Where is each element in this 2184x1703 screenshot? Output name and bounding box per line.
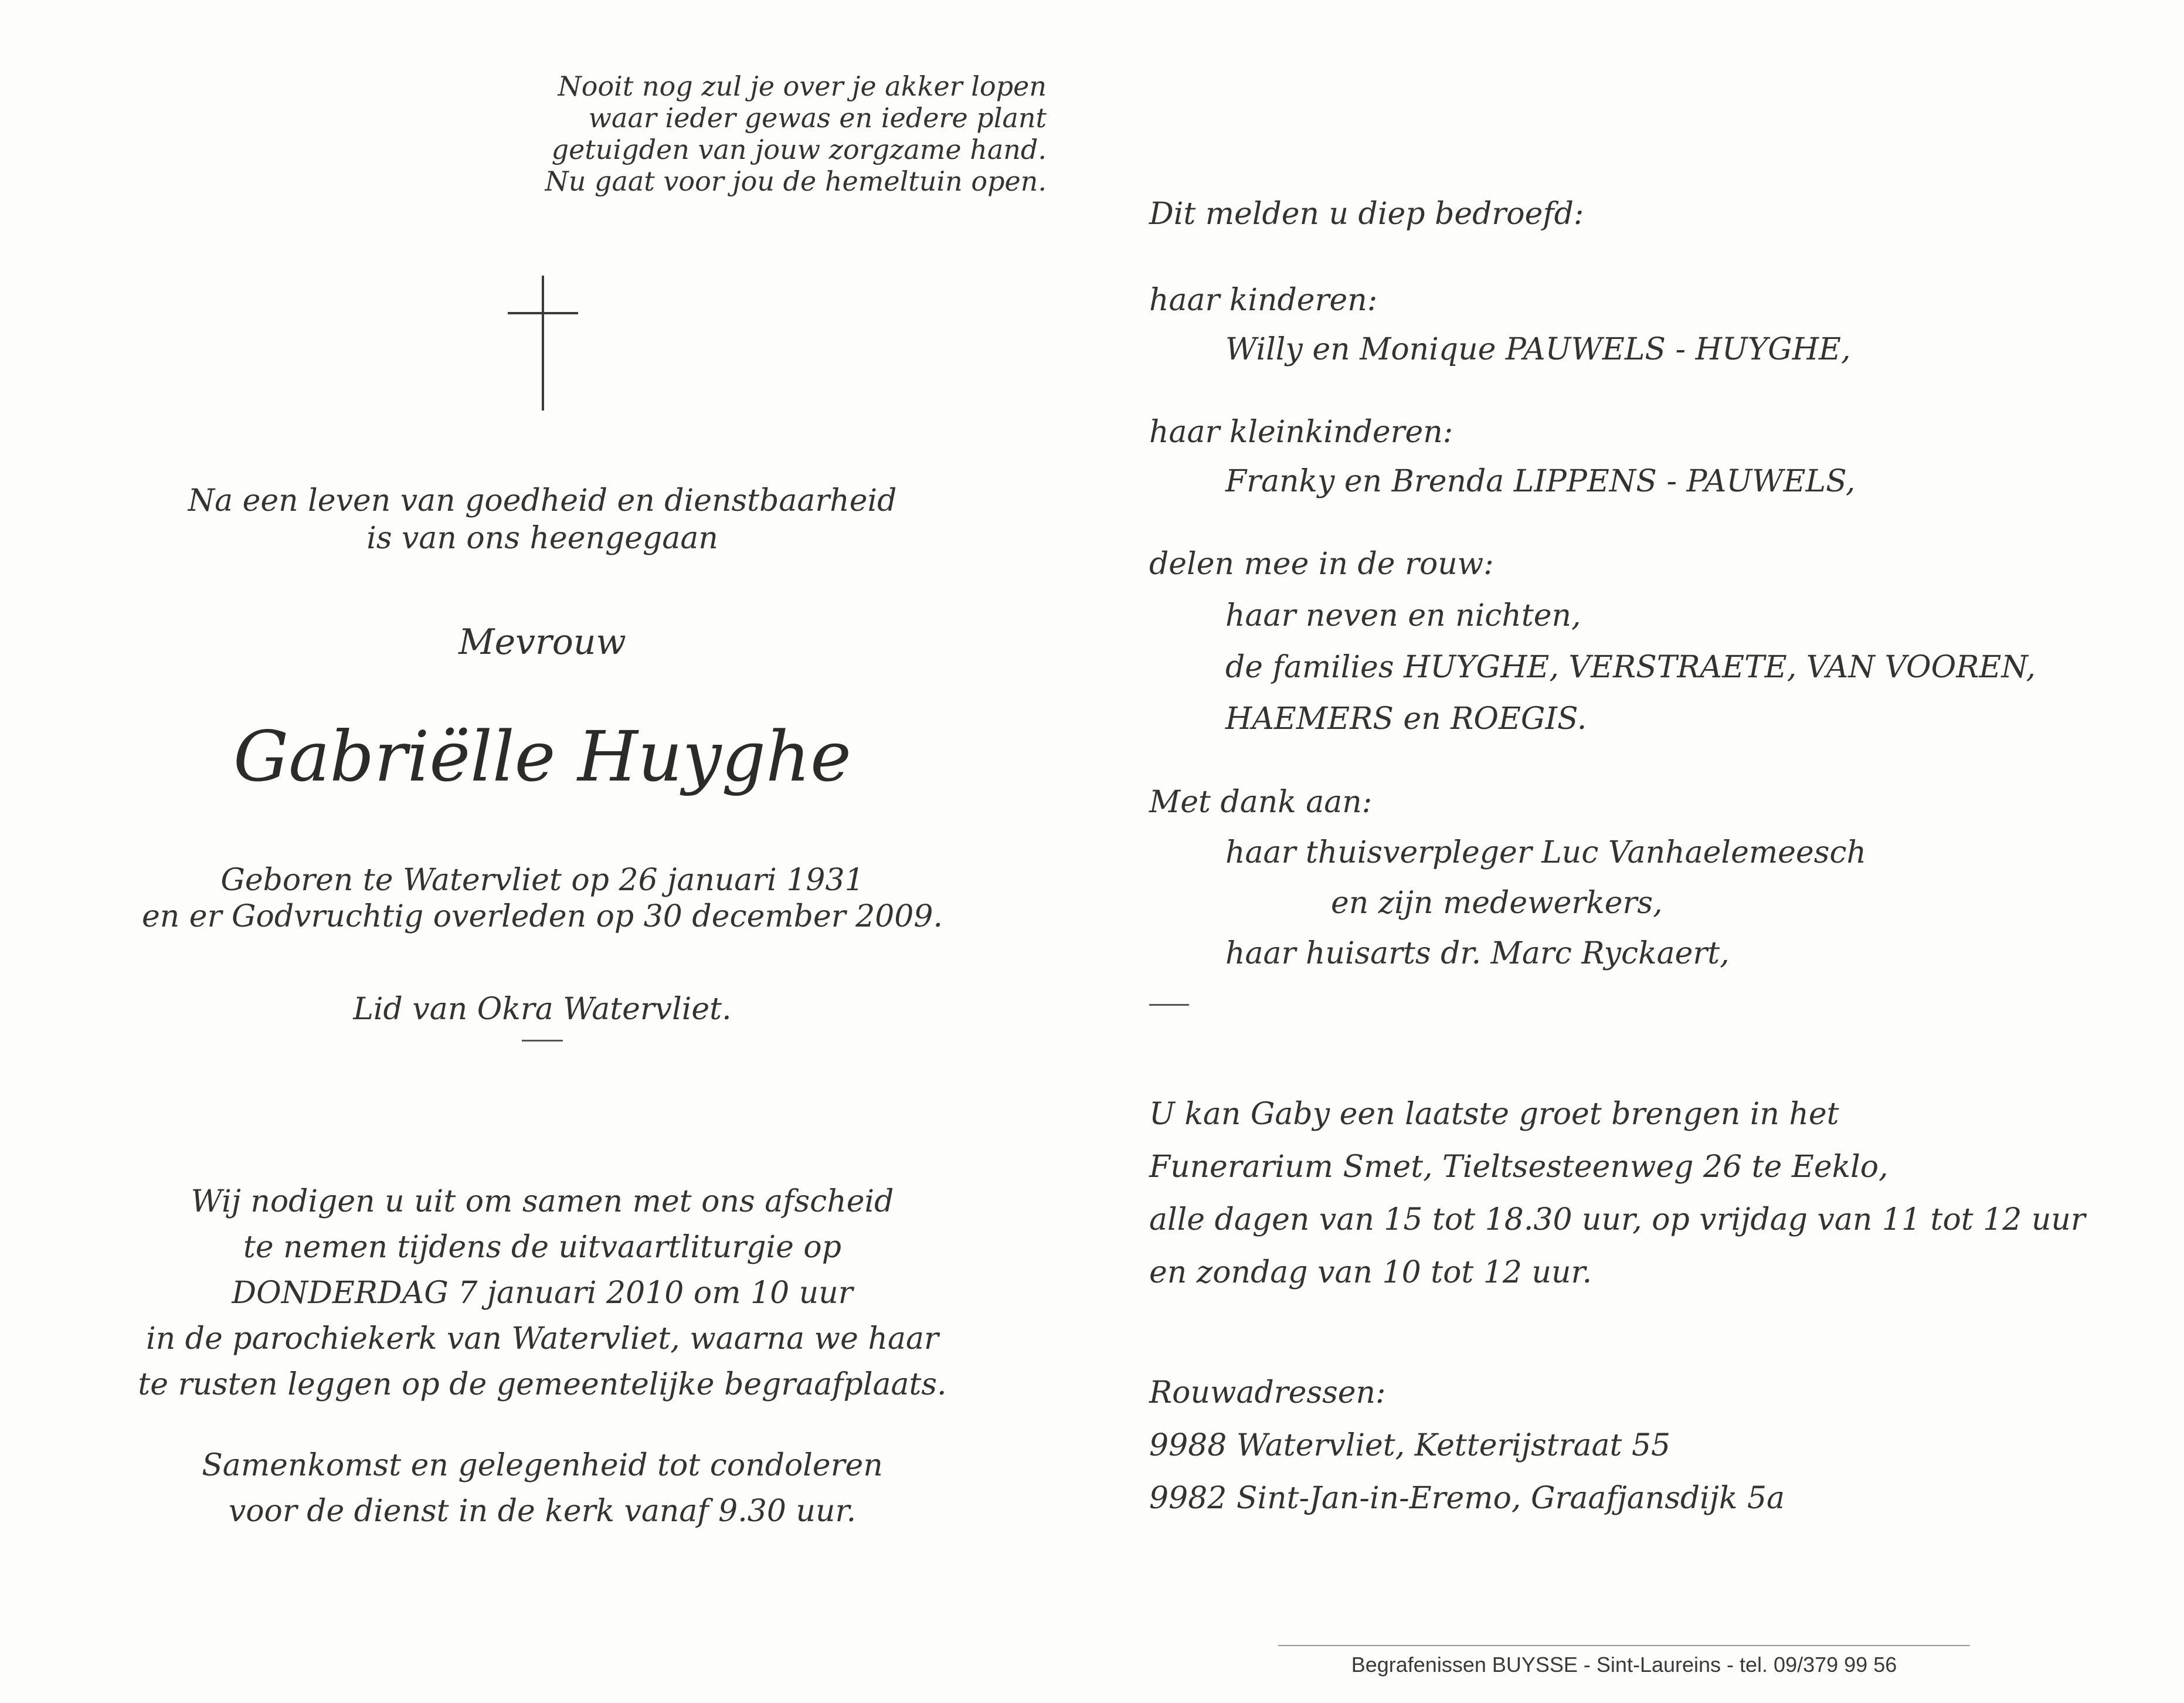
address-line: 9988 Watervliet, Ketterijstraat 55 <box>1149 1428 1671 1463</box>
thanks-label: Met dank aan: <box>1149 785 1373 820</box>
announcement <box>1149 196 1584 232</box>
addresses-section <box>1149 1366 1785 1525</box>
poem-line: getuigden van jouw zorgzame hand. <box>551 134 1047 165</box>
grandchildren-label: haar kleinkinderen: <box>1149 415 1453 450</box>
honorific-title <box>0 622 1085 663</box>
poem-line: Nooit nog zul je over je akker lopen <box>558 70 1047 102</box>
mourning-section <box>1149 538 2036 745</box>
poem-line: Nu gaat voor jou de hemeltuin open. <box>545 165 1047 197</box>
invitation-line: te rusten leggen op de gemeentelijke begraafplaats. <box>138 1367 947 1402</box>
invitation-line: te nemen tijdens de uitvaartliturgie op <box>243 1230 842 1265</box>
addresses-label: Rouwadressen: <box>1149 1375 1386 1410</box>
intro-line: Na een leven van goedheid en dienstbaarheid <box>188 483 897 518</box>
grandchildren-names: Franky en Brenda LIPPENS - PAUWELS, <box>1225 464 1856 499</box>
visitation-line: en zondag van 10 tot 12 uur. <box>1149 1255 1592 1290</box>
intro-line: is van ons heengegaan <box>366 521 718 556</box>
children-section <box>1149 276 1851 374</box>
invitation <box>0 1179 1085 1407</box>
thanks-line: en zijn medewerkers, <box>1331 886 1663 921</box>
gathering-line: voor de dienst in de kerk vanaf 9.30 uur. <box>228 1494 857 1529</box>
membership <box>0 991 1085 1027</box>
thanks-section <box>1149 777 1866 979</box>
cross-horizontal-bar <box>508 312 578 314</box>
invitation-line: in de parochiekerk van Watervliet, waarna we haar <box>146 1321 939 1356</box>
birth-line: Geboren te Watervliet op 26 januari 1931 <box>220 863 864 898</box>
mourning-line: haar neven en nichten, <box>1225 598 1581 633</box>
visitation-line: alle dagen van 15 tot 18.30 uur, op vrijdag van 11 tot 12 uur <box>1149 1202 2086 1237</box>
mourning-label: delen mee in de rouw: <box>1149 547 1494 582</box>
name-text: Gabriëlle Huyghe <box>233 716 851 797</box>
poem <box>545 70 1047 197</box>
invitation-line: DONDERDAG 7 januari 2010 om 10 uur <box>232 1275 853 1311</box>
gathering-info <box>0 1443 1085 1534</box>
deceased-name <box>0 715 1085 798</box>
cross-vertical-bar <box>542 276 544 411</box>
grandchildren-section <box>1149 408 1855 506</box>
visitation-line: U kan Gaby een laatste groet brengen in het <box>1149 1097 1839 1132</box>
divider-right <box>1149 1004 1189 1006</box>
death-line: en er Godvruchtig overleden op 30 december 2009. <box>142 899 943 934</box>
address-line: 9982 Sint-Jan-in-Eremo, Graafjansdijk 5a <box>1149 1481 1785 1516</box>
announcement-text: Dit melden u diep bedroefd: <box>1149 196 1584 232</box>
title-text: Mevrouw <box>458 622 626 663</box>
gathering-line: Samenkomst en gelegenheid tot condoleren <box>202 1448 883 1483</box>
footer-divider <box>1278 1645 1970 1646</box>
poem-line: waar ieder gewas en iedere plant <box>588 102 1047 134</box>
thanks-line: haar thuisverpleger Luc Vanhaelemeesch <box>1225 835 1866 870</box>
funeral-home-footer: Begrafenissen BUYSSE - Sint-Laureins - tel. 09/379 99 56 <box>1351 1653 1897 1677</box>
visitation-info <box>1149 1088 2086 1299</box>
visitation-line: Funerarium Smet, Tieltsesteenweg 26 te Eeklo, <box>1149 1149 1889 1185</box>
thanks-line: haar huisarts dr. Marc Ryckaert, <box>1225 936 1730 971</box>
children-names: Willy en Monique PAUWELS - HUYGHE, <box>1225 332 1851 367</box>
children-label: haar kinderen: <box>1149 283 1378 318</box>
membership-text: Lid van Okra Watervliet. <box>353 992 732 1027</box>
birth-death-info <box>0 862 1085 935</box>
mourning-line: HAEMERS en ROEGIS. <box>1225 701 1587 737</box>
invitation-line: Wij nodigen u uit om samen met ons afscheid <box>191 1184 894 1219</box>
divider-left <box>522 1040 563 1042</box>
mourning-line: de families HUYGHE, VERSTRAETE, VAN VOOREN, <box>1225 650 2036 685</box>
intro-text <box>0 482 1085 557</box>
